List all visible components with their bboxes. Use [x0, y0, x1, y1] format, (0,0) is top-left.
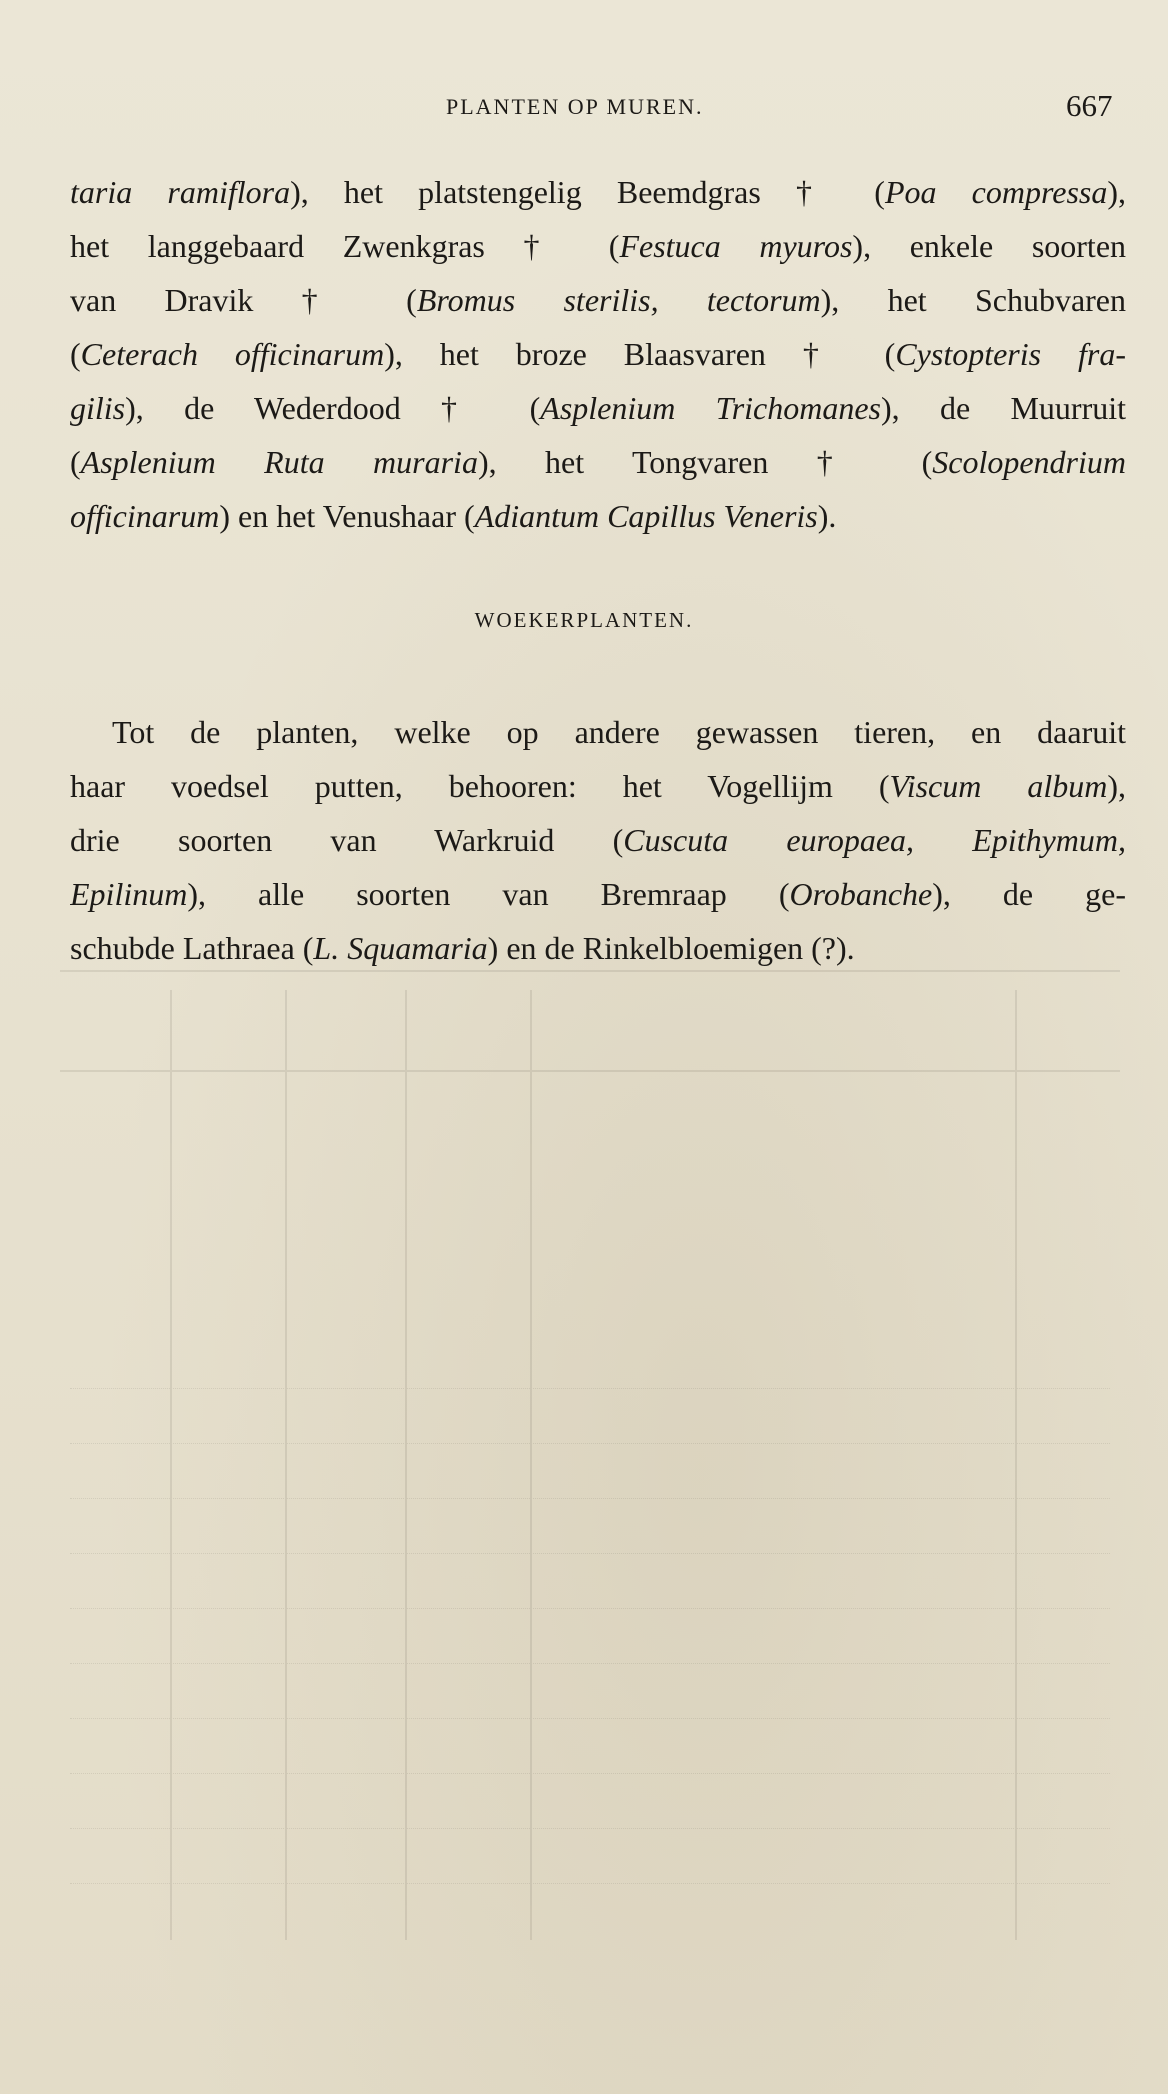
- text-line: het langgebaard Zwenkgras † (Festuca myuros), enkele soorten: [70, 228, 1126, 264]
- paragraph-wall-plants: [70, 165, 1126, 543]
- paragraph-parasitic-plants: [70, 705, 1126, 975]
- text-line: Epilinum), alle soorten van Bremraap (Orobanche), de ge-: [70, 876, 1126, 912]
- text-line: schubde Lathraea (L. Squamaria) en de Rinkelbloemigen (?).: [70, 930, 855, 966]
- page-header: [0, 88, 1168, 128]
- text-line: van Dravik † (Bromus sterilis, tectorum), het Schubvaren: [70, 282, 1126, 318]
- text-line: (Asplenium Ruta muraria), het Tongvaren † (Scolopendrium: [70, 444, 1126, 480]
- text-line: drie soorten van Warkruid (Cuscuta europaea, Epithymum,: [70, 822, 1126, 858]
- section-heading: WOEKERPLANTEN.: [474, 608, 694, 632]
- text-line: taria ramiflora), het platstengelig Beemdgras † (Poa compressa),: [70, 174, 1126, 210]
- text-line: haar voedsel putten, behooren: het Vogellijm (Viscum album),: [70, 768, 1126, 804]
- running-title: PLANTEN OP MUREN.: [446, 94, 704, 119]
- reverse-side-show-through: [0, 930, 1168, 1990]
- text-line: (Ceterach officinarum), het broze Blaasvaren † (Cystopteris fra-: [70, 336, 1126, 372]
- page-number: 667: [1066, 88, 1113, 123]
- text-line: gilis), de Wederdood † (Asplenium Trichomanes), de Muurruit: [70, 390, 1126, 426]
- text-line: Tot de planten, welke op andere gewassen tieren, en daaruit: [112, 714, 1126, 750]
- text-line: officinarum) en het Venushaar (Adiantum Capillus Veneris).: [70, 498, 837, 534]
